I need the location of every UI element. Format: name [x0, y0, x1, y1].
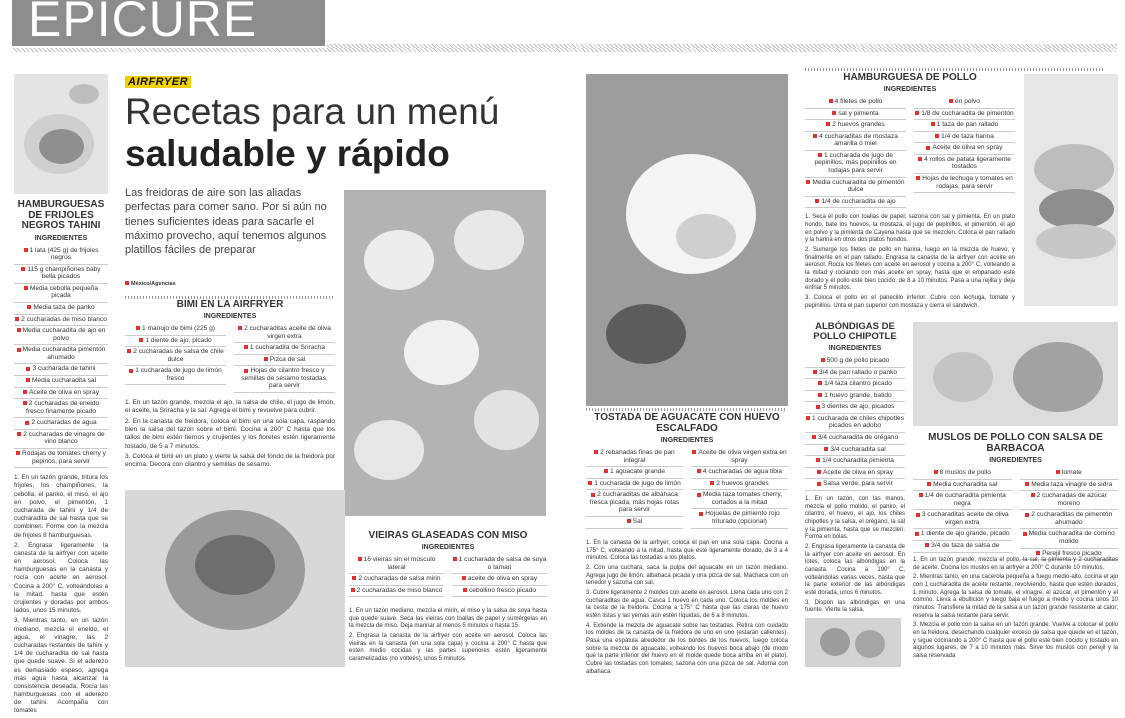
ingredients-list — [913, 468, 1118, 560]
ingredient-item: 16 vieiras sin el músculo lateral — [349, 555, 444, 574]
egg-toast-photo — [586, 74, 788, 406]
recipe-title: BIMI EN LA AIRFRYER — [176, 299, 284, 310]
ingredient-item: 1 cucharada de jugo de limón — [586, 479, 683, 491]
step-paragraph: 1. En un tazón, con las manos, mezcla el pollo molido, el panko, el cilantro, el huevo, el ajo, los chiles chipotles y la salsa, el orégano, la sal y la pimienta, hasta que se mezclen. Forma en bolas. — [805, 495, 905, 541]
ingredient-item: 2 cucharadas de miso blanco — [349, 586, 444, 598]
ingredient-item: Aceite de oliva virgen extra en spray — [691, 448, 788, 467]
ingredient-item: Hojuelas de pimiento rojo triturado (opcional) — [691, 509, 788, 528]
ingredient-item: 4 rollos de patata ligeramente tostados — [914, 155, 1015, 174]
ingredient-item: Media taza vinagre de sidra — [1020, 480, 1119, 492]
ingredient-item: 1 manojo de bimi (225 g) — [125, 324, 226, 336]
ingredient-item: 1/8 de cucharadita de pimentón — [914, 109, 1015, 121]
step-paragraph: 2. Sumerge los filetes de pollo en harina, luego en la mezcla de huevo, y finalmente en el pan rallado. Engrasa la canasta de la airfryer con aceite en aerosol. Rocía los filetes con aceite en aerosol y cocina a 200° C, volteando a la mitad y rociando con más aceite en spray, hasta que el empanado esté dorado y el pollo esté bien cocido, de 8 a 10 minutos. Pasa a una rejilla y deja enfriar 5 minutos. — [805, 247, 1015, 292]
masthead — [0, 0, 1125, 48]
step-paragraph: 1. En la canasta de la airfryer, coloca el pan en una sola capa. Cocina a 175° C, volteando a la mitad, hasta que esté ligeramente dorado, de 3 a 4 minutos. Coloca las tostadas a los platos. — [586, 540, 788, 562]
ingredient-item: Media taza tomates cherry, cortados a la mitad — [691, 490, 788, 509]
ingredient-item: 500 g de pollo picado — [805, 356, 905, 368]
lead-text: Las freidoras de aire son las aliadas perfectas para comer sano. Por si aún no tienes suficientes ideas para sacarle el máximo provecho, aquí tenemos algunos platillos fáciles de preparar — [125, 187, 327, 257]
tostada-recipe — [586, 412, 788, 529]
ingredient-item: 2 cucharaditas de albahaca fresca picada, más hojas rotas para servir — [586, 490, 683, 517]
credit: México/Agencias — [125, 281, 176, 287]
ingredient-item: Rodajas de tomates cherry y pepinos, para servir — [14, 449, 108, 468]
ingredient-item: Aceite de oliva en spray — [14, 388, 108, 400]
step-paragraph: 2. Mientras tanto, en una cacerola pequeña a fuego medio-alto, cocina el ajo con 1 cucharadita de aceite restante, revolviendo, hasta que estén dorados, 1 minuto. Agrega la salsa de tomate, el vinagre, el azúcar, el pimentón y el comino. Lleva a ebullición y luego baja el fuego a medio y cocina unos 10 minutos. Transfiere la mitad de la salsa a un tazón grande resistente al calor; reserva la salsa restante para servir. — [913, 574, 1118, 619]
ingredient-item: 2 cucharadas de agua — [14, 418, 108, 430]
ingredient-item: 1 cucharada de jugo de pepinillos, más pepinillos en rodajas para servir — [805, 151, 906, 178]
scallops-photo — [344, 190, 546, 516]
step-paragraph: 1. Seca el pollo con toallas de papel; sazona con sal y pimienta. En un plato hondo, bate los huevos, la mostaza, el jugo de pepinillos, el pimentón, el ajo en polvo y la pimienta de Cayena hasta que se mezclen. Coloca el pan rallado y la harina en otros dos platos hondos. — [805, 214, 1015, 244]
bimi-photo — [125, 490, 345, 667]
recipe-title: HAMBURGUESA DE POLLO — [843, 72, 977, 83]
step-paragraph: 1. En un tazón grande, mezcla el ajo, la salsa de chile, el jugo de limón, el aceite, la Sriracha y la sal. Agrega el bimi y revuelve para cubrir. — [125, 399, 335, 415]
ingredient-item: 1 cucharada de salsa de soya o tamari — [452, 555, 547, 574]
pollo-recipe — [805, 72, 1015, 312]
ingredient-item: 1 huevo grande, batido — [805, 391, 905, 403]
bbq-chicken-photo — [913, 322, 1118, 426]
ingredient-item: 3 cucharada de tahini — [14, 364, 108, 376]
ingredient-item: 1 cucharadita de Sriracha — [234, 343, 335, 355]
ingredient-item: 8 muslos de pollo — [913, 468, 1012, 480]
step-paragraph: 4. Extiende la mezcla de aguacate sobre las tostadas. Retira con cuidado los moldes de la canasta de la freidora de uno en uno (estarán calientes). Pasa una espátula alrededor de los bordes de los huevos, luego coloca sobre la mezcla de aguacate, volteando los huevos boca abajo (de modo que la parte inferior del huevo en el molde quede boca arriba en el plato). Cubre las tostadas con tomates; sazona con una pizca de sal. Adorna con albahaca — [586, 622, 788, 675]
ingredient-item: 1 diente de ajo, picado — [125, 336, 226, 348]
ingredient-item: 2 cucharadas de azúcar moreno — [1020, 491, 1119, 510]
ingredient-item: 1/4 de cucharadita pimienta negra — [913, 491, 1012, 510]
ingredient-item: sal y pimienta — [805, 109, 906, 121]
ingredient-item: 3 cucharaditas aceite de oliva virgen extra — [913, 510, 1012, 529]
chicken-burger-photo — [1024, 74, 1118, 306]
step-paragraph: 3. Cubre ligeramente 2 moldes con aceite en aerosol. Llena cada uno con 2 cucharaditas de agua. Casca 1 huevo en cada uno. Coloca los moldes en la cesta de la freidora. Cocina a 175° C hasta que las claras de huevo estén listas y las yemas aún estén líquidas, de 6 a 8 minutos. — [586, 590, 788, 620]
divider — [805, 68, 1105, 71]
ingredient-item: 2 huevos grandes — [805, 120, 906, 132]
headline-line2: saludable y rápido — [125, 132, 450, 174]
ingredient-item: 2 cucharadas de miso blanco — [14, 315, 108, 327]
ingredient-item: Media cucharadita pimentón ahumado — [14, 345, 108, 364]
recipe-steps — [125, 399, 335, 470]
ingredient-item: Hojas de cilantro fresco y semillas de sésamo tostadas, para servir — [234, 366, 335, 393]
recipe-steps — [14, 474, 108, 715]
meatballs-photo — [805, 618, 901, 667]
step-paragraph: 3. Coloca el bimi en un plato y vierte la salsa del fondo de la freidora por encima. Decora con cilantro y semillas de sésamo. — [125, 452, 335, 469]
ingredient-item: 3 dientes de ajo, picados — [805, 402, 905, 414]
ingredient-item: 3/4 de pan rallado o panko — [805, 368, 905, 380]
step-paragraph: 3. Coloca el pollo en el panecillo inferior. Cubre con lechuga, tomate y pepinillos. Unta el pan superior con mostaza y cierra el sándwich. — [805, 295, 1015, 309]
ingredient-item: Media cucharadita sal — [14, 376, 108, 388]
recipe-steps — [349, 608, 547, 667]
ingredient-item: 2 huevos grandes — [691, 479, 788, 491]
ingredient-item: 1/4 de taza harina — [914, 132, 1015, 144]
recipe-steps — [805, 214, 1015, 310]
step-paragraph: 2. Engrasa ligeramente la canasta de la airfryer con aceite en aerosol. Coloca las hamburguesas en la canasta y rocía con aceite en aerosol. Cocina a 200° C, volteándolas a la mitad, hasta que estén crujientes y doradas por ambos lados, unos 15 minutos. — [14, 541, 108, 615]
ingredients-list — [586, 448, 788, 529]
ingredients-list — [14, 246, 108, 469]
recipe-title: HAMBURGUESAS DE FRIJOLES NEGROS TAHINI — [17, 199, 105, 231]
ingredient-item: 2 cucharadas de salsa de chile dulce — [125, 347, 226, 366]
ingredient-item: aceite de oliva en spray — [452, 574, 547, 586]
ingredient-item: Media cucharadita sal — [913, 480, 1012, 492]
recipe-steps — [805, 496, 905, 615]
recipe-steps — [913, 557, 1118, 667]
ingredients-list — [805, 356, 905, 491]
ingredient-item: 1 cucharada de jugo de limón fresco — [125, 366, 226, 385]
ingredient-item: Media cucharadita de pimentón dulce — [805, 178, 906, 197]
burger-photo — [14, 74, 108, 194]
ingredient-item: 1/4 taza cilantro picado — [805, 379, 905, 391]
step-paragraph: 3. Dispón las albóndigas en una fuente. Vierte la salsa. — [805, 599, 905, 614]
ingredient-item: 3/4 de taza de salsa de — [913, 541, 1012, 553]
ingredients-list — [125, 324, 335, 393]
divider — [586, 408, 786, 411]
ingredient-item: Aceite de oliva en spray — [805, 468, 905, 480]
intro — [125, 72, 545, 175]
ingredient-item: 3/4 cucharadita de orégano — [805, 433, 905, 445]
ingredient-item: 1 cucharada de chiles chipotles picados en adobo — [805, 414, 905, 433]
step-paragraph: 3. Mientras tanto, en un tazón mediano, mezcla el eneldo, el agua, el vinagre, las 2 cucharadas restantes de tahini y 1/4 de cucharadita de sal hasta que quede suave. Si el aderezo es demasiado espeso, agrega más agua hasta alcanzar la consistencia deseada. Rocía las hamburguesas con el aderezo de tahini. Acompaña con tomates — [14, 617, 108, 715]
ingredient-item: Media taza de panko — [14, 303, 108, 315]
ingredient-item: 1/4 cucharadita pimienta — [805, 456, 905, 468]
step-paragraph: 2. Engrasa la canasta de la airfryer con aceite en aerosol. Coloca las vieiras en la canasta (en una sola capa) y cocina a 200° C hasta que estén medio cocidas y las partes superiores estén ligeramente caramelizadas (no volteés), unos 5 minutos. — [349, 633, 547, 663]
step-paragraph: 3. Mezcla el pollo con la salsa en un tazón grande. Vuelve a colocar el pollo en la freidora, desechando cualquier exceso de salsa que quede en el tazón, y sigue cocinando a 200° C hasta que el pollo esté bien cocido y tostado en algunos lugares, de 7 a 10 minutos más. Sirve los muslos con perejil y la salsa reservada — [913, 622, 1118, 660]
ingredients-heading: INGREDIENTES — [989, 457, 1042, 464]
ingredient-item: 1 diente de ajo grande, picado — [913, 529, 1012, 541]
ingredients-heading: INGREDIENTES — [421, 544, 475, 551]
header-rule-lower — [12, 48, 1117, 52]
vieiras-recipe — [349, 530, 547, 597]
recipe-title: ALBÓNDIGAS DE POLLO CHIPOTLE — [813, 321, 897, 342]
ingredient-item: 115 g champiñones baby bella picados — [14, 265, 108, 284]
section-banner — [12, 0, 325, 46]
ingredient-item: Sal — [586, 517, 683, 529]
ingredient-item: 4 cucharadas de agua tibia — [691, 467, 788, 479]
ingredient-item: Perejil fresco picado — [1020, 549, 1119, 561]
step-paragraph: 1. En un tazón grande, mezcla el pollo, la sal, la pimienta y 2 cucharaditas de aceite. Cocina los muslos en la airfryer a 200° C durante 10 minutos. — [913, 557, 1118, 571]
ingredient-item: cebollino fresco picado — [452, 586, 547, 598]
ingredient-item: 2 cucharadas de vinagre de vino blanco — [14, 430, 108, 449]
ingredients-heading: INGREDIENTES — [660, 437, 714, 444]
recipe-title: VIEIRAS GLASEADAS CON MISO — [368, 530, 528, 541]
section-brand: EPICURE — [28, 0, 258, 47]
ingredient-item: Media cebolla pequeña picada — [14, 284, 108, 303]
ingredients-heading: INGREDIENTES — [34, 234, 88, 242]
ingredient-item: tomate — [1020, 468, 1119, 480]
step-paragraph: 2. Con una cuchara, saca la pulpa del aguacate en un tazón mediano. Agrega jugo de limón, albahaca picada y una pizca de sal. Machaca con un tenedor y sazona con sal. — [586, 565, 788, 587]
albondigas-recipe — [805, 322, 905, 617]
recipe-title: MUSLOS DE POLLO CON SALSA DE BARBACOA — [928, 432, 1103, 454]
ingredients-heading: INGREDIENTES — [203, 313, 257, 320]
ingredient-item: 2 cucharaditas de pimentón ahumado — [1020, 510, 1119, 529]
ingredients-list — [349, 555, 547, 597]
headline-line1: Recetas para un menú — [125, 91, 500, 132]
left-recipe — [14, 200, 108, 718]
ingredient-item: Pizca de sal — [234, 355, 335, 367]
ingredients-heading: INGREDIENTES — [828, 344, 882, 352]
step-paragraph: 2. Engrasa ligeramente la canasta de la airfryer con aceite en aerosol. En lotes, coloca las albóndigas en la canasta. Cocina a 190° C, volteándolas varias veces, hasta que la parte exterior de las albóndigas esté dorada, unos 6 minutos. — [805, 543, 905, 596]
ingredient-item: Salsa verde, para servir — [805, 479, 905, 491]
step-paragraph: 1. En un tazón mediano, mezcla el mirin, el miso y la salsa de soya hasta que quede suave. Seca las vieiras con toallas de papel y sumérgelas en la mezcla de miso. Deja marinar al menos 5 minutos o hasta 15. — [349, 608, 547, 630]
ingredient-item: 2 rebanadas finas de pan integral — [586, 448, 683, 467]
recipe-title: TOSTADA DE AGUACATE CON HUEVO ESCALFADO — [594, 412, 780, 434]
ingredient-item: 2 cucharadas de eneldo fresco finamente picado — [14, 399, 108, 418]
ingredient-item: 1 taza de pan rallado — [914, 120, 1015, 132]
ingredient-item: 1 lata (425 g) de frijoles negros — [14, 246, 108, 265]
airfryer-tag: AIRFRYER — [125, 76, 191, 88]
ingredient-item: Media cucharadita de ajo en polvo — [14, 326, 108, 345]
ingredient-item: Aceite de oliva en spray — [914, 143, 1015, 155]
muslos-recipe — [913, 432, 1118, 560]
ingredients-heading: INGREDIENTES — [883, 86, 937, 93]
ingredient-item: 2 cucharaditas aceite de oliva virgen extra — [234, 324, 335, 343]
ingredients-list — [805, 97, 1015, 208]
ingredient-item: Media cucharadita de comino molido — [1020, 529, 1119, 548]
ingredient-item: Hojas de lechuga y tomates en rodajas, para servir — [914, 174, 1015, 193]
step-paragraph: 1. En un tazón grande, tritura los frijoles, los champiñones, la cebolla, el panko, el miso, el ajo en polvo, el pimentón, 1 cucharada de tahini y 1/4 de cucharadita de sal hasta que se combinen. Forme con la mezcla de frijoles 8 hamburguesas. — [14, 474, 108, 539]
bimi-recipe — [125, 299, 335, 472]
step-paragraph: 2. En la canasta de freidora, coloca el bimi en una sola capa, raspando bien la salsa del tazón sobre el bimi. Cocina a 200° C hasta que los tallos de bimi estén tiernos y crujientes y los floretes estén ligeramente tostado, de 5 a 7 minutos. — [125, 417, 335, 450]
ingredient-item: 4 filetes de pollo — [805, 97, 906, 109]
ingredient-item: 4 cucharaditas de mostaza amarilla o miel — [805, 132, 906, 151]
ingredient-item: 1/4 de cucharadita de ajo — [805, 197, 906, 209]
recipe-steps — [586, 540, 788, 675]
ingredient-item: en polvo — [914, 97, 1015, 109]
ingredient-item: 2 cucharadas de salsa mirin — [349, 574, 444, 586]
ingredient-item: 1 aguacate grande — [586, 467, 683, 479]
ingredient-item: 3/4 cucharadita sal — [805, 445, 905, 457]
